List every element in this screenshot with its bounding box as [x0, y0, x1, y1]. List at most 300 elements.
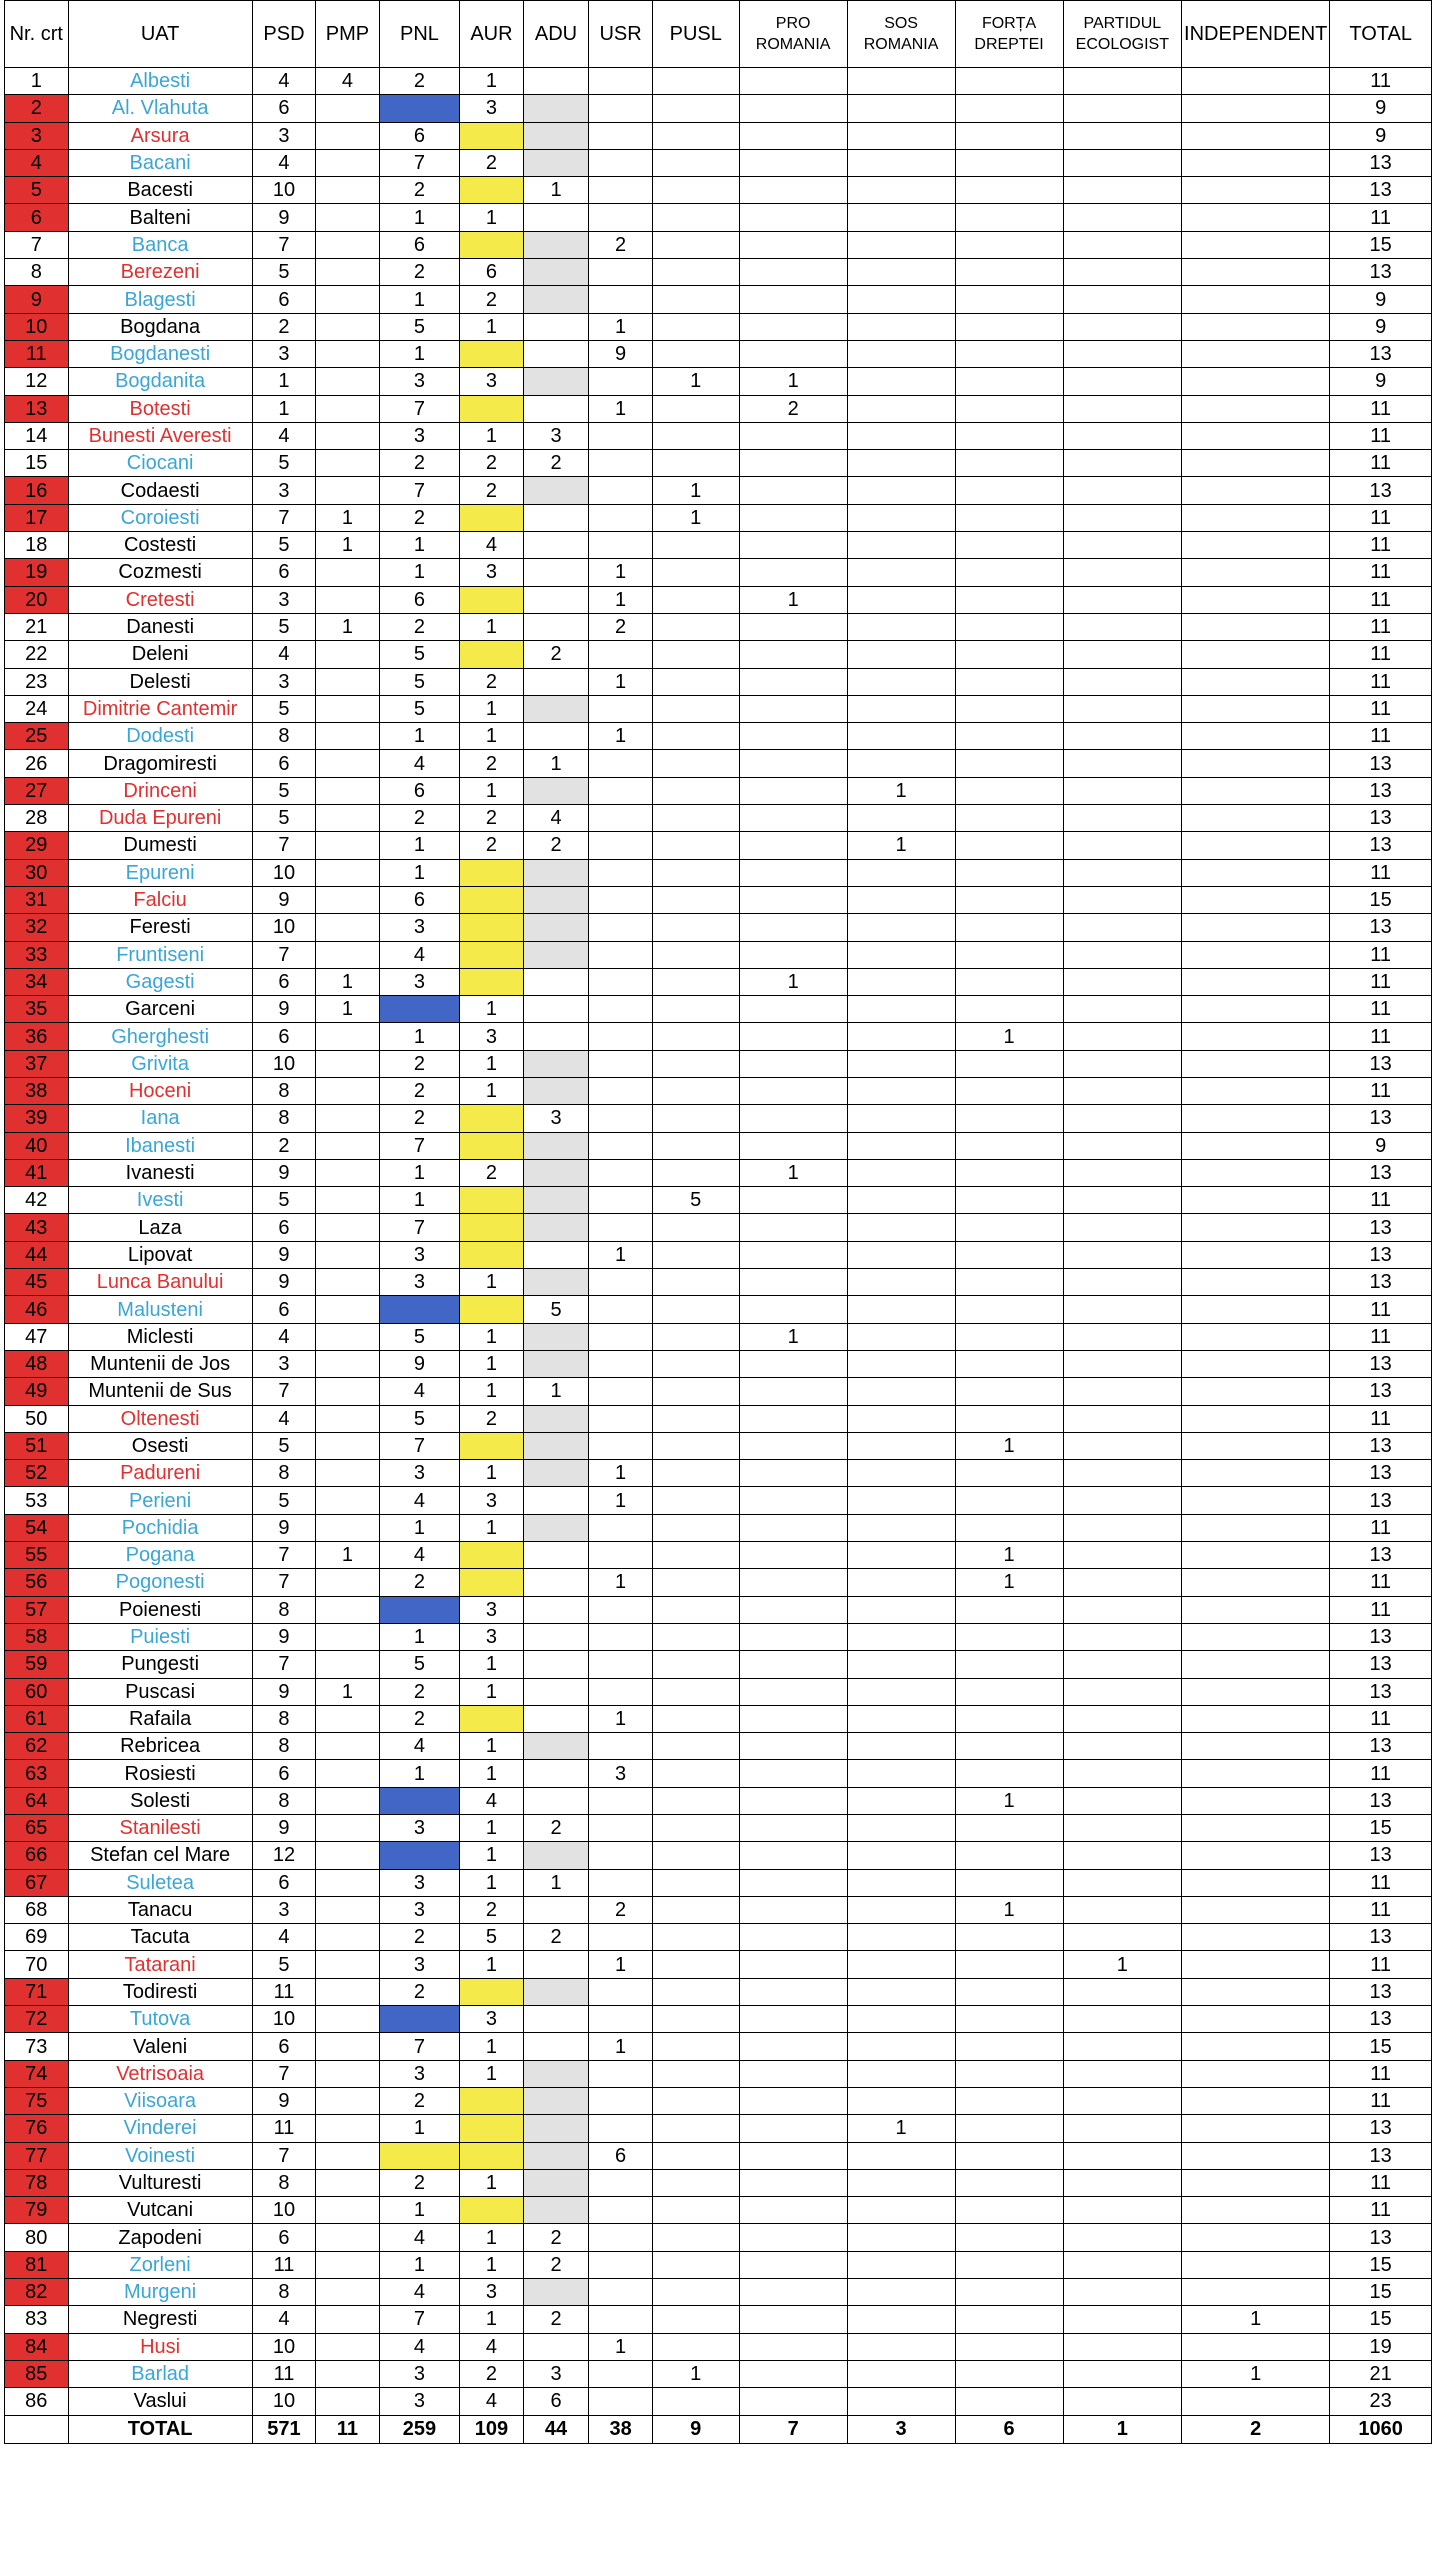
seats-usr	[589, 1132, 653, 1159]
seats-pusl	[652, 1924, 739, 1951]
seats-eco	[1063, 1596, 1182, 1623]
seats-adu	[523, 613, 589, 640]
seats-forta	[955, 1815, 1063, 1842]
uat-name: Negresti	[68, 2306, 252, 2333]
seats-sos	[847, 1978, 955, 2005]
seats-sos	[847, 1869, 955, 1896]
table-row	[5, 1705, 1432, 1732]
uat-name: Laza	[68, 1214, 252, 1241]
seats-forta	[955, 340, 1063, 367]
seats-pro	[739, 1978, 847, 2005]
seats-ind	[1182, 1269, 1330, 1296]
row-number: 3	[5, 122, 69, 149]
seats-usr	[589, 1077, 653, 1104]
seats-sos	[847, 68, 955, 95]
seats-adu	[523, 313, 589, 340]
seats-psd: 7	[252, 504, 316, 531]
seats-ind	[1182, 1896, 1330, 1923]
seats-aur: 5	[460, 1924, 524, 1951]
uat-name: Costesti	[68, 532, 252, 559]
table-row	[5, 641, 1432, 668]
seats-eco	[1063, 1705, 1182, 1732]
seats-adu: 1	[523, 1869, 589, 1896]
table-row	[5, 1733, 1432, 1760]
row-total: 11	[1330, 204, 1432, 231]
seats-psd: 11	[252, 2360, 316, 2387]
seats-aur: 3	[460, 368, 524, 395]
seats-eco	[1063, 1432, 1182, 1459]
seats-psd: 8	[252, 723, 316, 750]
seats-pro	[739, 2251, 847, 2278]
seats-ind	[1182, 559, 1330, 586]
row-number: 47	[5, 1323, 69, 1350]
seats-pusl	[652, 1815, 739, 1842]
seats-pmp	[316, 1241, 380, 1268]
seats-adu: 1	[523, 1378, 589, 1405]
seats-usr	[589, 477, 653, 504]
table-row	[5, 1678, 1432, 1705]
row-total: 11	[1330, 613, 1432, 640]
uat-name: Balteni	[68, 204, 252, 231]
seats-eco	[1063, 2224, 1182, 2251]
seats-pro	[739, 1815, 847, 1842]
seats-eco	[1063, 668, 1182, 695]
uat-name: Cretesti	[68, 586, 252, 613]
row-number: 19	[5, 559, 69, 586]
seats-pro	[739, 1460, 847, 1487]
row-number: 31	[5, 886, 69, 913]
row-total: 13	[1330, 1378, 1432, 1405]
seats-usr	[589, 1214, 653, 1241]
seats-pmp	[316, 1405, 380, 1432]
seats-aur: 1	[460, 723, 524, 750]
table-row	[5, 2087, 1432, 2114]
seats-ind	[1182, 450, 1330, 477]
table-row	[5, 2388, 1432, 2415]
seats-adu: 2	[523, 2306, 589, 2333]
seats-pmp	[316, 1569, 380, 1596]
seats-pmp	[316, 668, 380, 695]
seats-eco	[1063, 286, 1182, 313]
seats-adu	[523, 1432, 589, 1459]
seats-eco	[1063, 723, 1182, 750]
seats-pusl	[652, 1869, 739, 1896]
table-row	[5, 559, 1432, 586]
seats-adu	[523, 695, 589, 722]
seats-pro	[739, 122, 847, 149]
seats-adu	[523, 1023, 589, 1050]
row-total: 11	[1330, 1869, 1432, 1896]
seats-eco	[1063, 1105, 1182, 1132]
seats-pmp	[316, 1269, 380, 1296]
seats-pro	[739, 1432, 847, 1459]
seats-pmp	[316, 1077, 380, 1104]
row-number: 82	[5, 2279, 69, 2306]
table-row	[5, 340, 1432, 367]
seats-ind	[1182, 1023, 1330, 1050]
header-total: TOTAL	[1330, 1, 1432, 68]
seats-pnl: 6	[379, 777, 459, 804]
seats-eco	[1063, 1542, 1182, 1569]
seats-psd: 6	[252, 559, 316, 586]
seats-adu	[523, 204, 589, 231]
seats-ind	[1182, 1514, 1330, 1541]
totals-label: TOTAL	[68, 2415, 252, 2443]
seats-eco	[1063, 1269, 1182, 1296]
seats-pnl: 2	[379, 1105, 459, 1132]
header-uat: UAT	[68, 1, 252, 68]
seats-sos	[847, 750, 955, 777]
seats-usr	[589, 859, 653, 886]
seats-adu: 2	[523, 2224, 589, 2251]
seats-pmp	[316, 695, 380, 722]
seats-forta	[955, 122, 1063, 149]
seats-aur: 3	[460, 1487, 524, 1514]
seats-forta	[955, 450, 1063, 477]
seats-eco	[1063, 1296, 1182, 1323]
seats-pro	[739, 1214, 847, 1241]
seats-pusl	[652, 2224, 739, 2251]
seats-pnl: 3	[379, 1269, 459, 1296]
total-eco: 1	[1063, 2415, 1182, 2443]
seats-psd: 5	[252, 1187, 316, 1214]
seats-ind	[1182, 259, 1330, 286]
seats-pnl: 3	[379, 914, 459, 941]
seats-psd: 3	[252, 477, 316, 504]
seats-pmp	[316, 1760, 380, 1787]
seats-sos	[847, 1296, 955, 1323]
row-number: 70	[5, 1951, 69, 1978]
seats-sos	[847, 2197, 955, 2224]
header-row	[5, 1, 1432, 68]
table-row	[5, 2006, 1432, 2033]
seats-aur	[460, 395, 524, 422]
seats-adu	[523, 2197, 589, 2224]
seats-usr	[589, 2251, 653, 2278]
seats-sos	[847, 477, 955, 504]
seats-pro	[739, 504, 847, 531]
seats-eco	[1063, 2360, 1182, 2387]
row-total: 11	[1330, 1951, 1432, 1978]
seats-sos	[847, 941, 955, 968]
header-independent: INDEPENDENT	[1182, 1, 1330, 68]
seats-psd: 8	[252, 1460, 316, 1487]
seats-pmp	[316, 2224, 380, 2251]
header-adu: ADU	[523, 1, 589, 68]
seats-psd: 9	[252, 1159, 316, 1186]
seats-pro: 1	[739, 1159, 847, 1186]
seats-forta	[955, 368, 1063, 395]
seats-aur	[460, 1296, 524, 1323]
row-total: 13	[1330, 914, 1432, 941]
seats-pro	[739, 1596, 847, 1623]
uat-name: Iana	[68, 1105, 252, 1132]
seats-pmp: 1	[316, 532, 380, 559]
seats-pnl: 6	[379, 231, 459, 258]
seats-adu	[523, 1678, 589, 1705]
row-number: 64	[5, 1787, 69, 1814]
table-row	[5, 1432, 1432, 1459]
seats-usr: 1	[589, 1241, 653, 1268]
uat-name: Pochidia	[68, 1514, 252, 1541]
seats-usr	[589, 695, 653, 722]
seats-pmp	[316, 1460, 380, 1487]
row-number: 29	[5, 832, 69, 859]
table-row	[5, 2360, 1432, 2387]
table-row	[5, 1269, 1432, 1296]
seats-usr	[589, 95, 653, 122]
seats-pusl	[652, 95, 739, 122]
seats-eco	[1063, 968, 1182, 995]
seats-pro	[739, 1951, 847, 1978]
seats-usr: 2	[589, 613, 653, 640]
row-total: 11	[1330, 2087, 1432, 2114]
seats-pnl: 2	[379, 177, 459, 204]
seats-adu	[523, 1623, 589, 1650]
seats-eco	[1063, 2279, 1182, 2306]
seats-pnl: 4	[379, 2333, 459, 2360]
seats-pnl: 2	[379, 259, 459, 286]
uat-name: Blagesti	[68, 286, 252, 313]
seats-aur: 1	[460, 1733, 524, 1760]
seats-sos	[847, 2333, 955, 2360]
seats-adu	[523, 1077, 589, 1104]
seats-usr: 1	[589, 1705, 653, 1732]
seats-forta: 1	[955, 1787, 1063, 1814]
uat-name: Bunesti Averesti	[68, 422, 252, 449]
row-number: 46	[5, 1296, 69, 1323]
row-number: 84	[5, 2333, 69, 2360]
seats-adu	[523, 1733, 589, 1760]
row-total: 13	[1330, 750, 1432, 777]
seats-forta	[955, 613, 1063, 640]
seats-adu: 2	[523, 641, 589, 668]
table-row	[5, 968, 1432, 995]
seats-ind	[1182, 968, 1330, 995]
seats-aur: 2	[460, 2360, 524, 2387]
seats-pro	[739, 2169, 847, 2196]
row-total: 13	[1330, 1978, 1432, 2005]
seats-psd: 11	[252, 1978, 316, 2005]
seats-pmp	[316, 832, 380, 859]
seats-sos	[847, 1596, 955, 1623]
seats-forta	[955, 477, 1063, 504]
seats-usr	[589, 2279, 653, 2306]
seats-sos	[847, 2087, 955, 2114]
seats-sos	[847, 2224, 955, 2251]
seats-forta	[955, 886, 1063, 913]
row-total: 11	[1330, 1760, 1432, 1787]
uat-name: Bogdanesti	[68, 340, 252, 367]
seats-forta	[955, 259, 1063, 286]
seats-usr	[589, 996, 653, 1023]
row-total: 11	[1330, 1569, 1432, 1596]
seats-usr: 1	[589, 668, 653, 695]
seats-ind	[1182, 68, 1330, 95]
seats-pmp	[316, 859, 380, 886]
seats-eco	[1063, 340, 1182, 367]
seats-aur	[460, 1187, 524, 1214]
seats-adu: 2	[523, 2251, 589, 2278]
seats-adu: 2	[523, 1815, 589, 1842]
seats-psd: 5	[252, 695, 316, 722]
seats-aur: 1	[460, 68, 524, 95]
seats-ind	[1182, 2115, 1330, 2142]
seats-eco	[1063, 2115, 1182, 2142]
row-total: 13	[1330, 1432, 1432, 1459]
table-row	[5, 1105, 1432, 1132]
table-row	[5, 2169, 1432, 2196]
seats-pusl	[652, 1378, 739, 1405]
seats-sos	[847, 1760, 955, 1787]
seats-adu	[523, 886, 589, 913]
seats-pusl	[652, 1733, 739, 1760]
seats-forta	[955, 1296, 1063, 1323]
seats-aur: 1	[460, 2033, 524, 2060]
seats-pnl: 1	[379, 1623, 459, 1650]
seats-adu: 5	[523, 1296, 589, 1323]
row-number: 9	[5, 286, 69, 313]
seats-eco	[1063, 1787, 1182, 1814]
seats-pusl: 1	[652, 477, 739, 504]
seats-usr	[589, 204, 653, 231]
row-number: 23	[5, 668, 69, 695]
seats-aur: 1	[460, 1815, 524, 1842]
seats-psd: 2	[252, 313, 316, 340]
seats-forta	[955, 2006, 1063, 2033]
seats-usr	[589, 832, 653, 859]
seats-sos	[847, 122, 955, 149]
seats-pmp	[316, 259, 380, 286]
seats-eco	[1063, 1023, 1182, 1050]
row-total: 13	[1330, 805, 1432, 832]
table-row	[5, 1651, 1432, 1678]
seats-pnl: 5	[379, 1323, 459, 1350]
seats-forta	[955, 586, 1063, 613]
total-aur: 109	[460, 2415, 524, 2443]
seats-psd: 3	[252, 1896, 316, 1923]
seats-eco	[1063, 204, 1182, 231]
seats-pnl: 5	[379, 313, 459, 340]
row-total: 13	[1330, 2224, 1432, 2251]
table-row	[5, 2306, 1432, 2333]
seats-forta	[955, 532, 1063, 559]
seats-adu: 4	[523, 805, 589, 832]
seats-ind	[1182, 1105, 1330, 1132]
seats-pusl	[652, 1678, 739, 1705]
seats-pro	[739, 2033, 847, 2060]
table-row	[5, 395, 1432, 422]
seats-adu	[523, 68, 589, 95]
seats-psd: 6	[252, 1869, 316, 1896]
seats-pmp	[316, 204, 380, 231]
row-total: 11	[1330, 941, 1432, 968]
seats-pnl: 1	[379, 2251, 459, 2278]
table-row	[5, 231, 1432, 258]
seats-psd: 6	[252, 1214, 316, 1241]
row-total: 15	[1330, 886, 1432, 913]
seats-sos	[847, 1924, 955, 1951]
seats-sos	[847, 368, 955, 395]
seats-pusl	[652, 340, 739, 367]
uat-name: Perieni	[68, 1487, 252, 1514]
seats-eco	[1063, 996, 1182, 1023]
table-row	[5, 668, 1432, 695]
seats-sos	[847, 2279, 955, 2306]
seats-forta	[955, 641, 1063, 668]
seats-aur	[460, 586, 524, 613]
seats-psd: 3	[252, 122, 316, 149]
header-pnl: PNL	[379, 1, 459, 68]
seats-pusl	[652, 2388, 739, 2415]
seats-pusl	[652, 1077, 739, 1104]
seats-forta	[955, 668, 1063, 695]
seats-adu	[523, 532, 589, 559]
seats-pnl: 6	[379, 586, 459, 613]
seats-forta	[955, 395, 1063, 422]
seats-pusl	[652, 2251, 739, 2278]
seats-ind	[1182, 1323, 1330, 1350]
seats-pro	[739, 886, 847, 913]
seats-pro	[739, 231, 847, 258]
seats-pro	[739, 559, 847, 586]
seats-aur	[460, 231, 524, 258]
row-total: 13	[1330, 1269, 1432, 1296]
uat-name: Vulturesti	[68, 2169, 252, 2196]
row-number: 15	[5, 450, 69, 477]
row-total: 13	[1330, 149, 1432, 176]
row-number: 27	[5, 777, 69, 804]
seats-adu	[523, 1978, 589, 2005]
row-total: 15	[1330, 2306, 1432, 2333]
seats-usr	[589, 1378, 653, 1405]
seats-forta	[955, 1623, 1063, 1650]
table-row	[5, 2197, 1432, 2224]
seats-ind	[1182, 1733, 1330, 1760]
seats-forta	[955, 422, 1063, 449]
uat-name: Falciu	[68, 886, 252, 913]
row-total: 9	[1330, 95, 1432, 122]
seats-pusl	[652, 832, 739, 859]
seats-ind	[1182, 149, 1330, 176]
seats-forta	[955, 2142, 1063, 2169]
row-number: 17	[5, 504, 69, 531]
seats-pusl	[652, 1514, 739, 1541]
row-number: 2	[5, 95, 69, 122]
seats-sos	[847, 422, 955, 449]
row-number: 81	[5, 2251, 69, 2278]
uat-name: Coroiesti	[68, 504, 252, 531]
seats-pusl	[652, 941, 739, 968]
seats-eco	[1063, 1187, 1182, 1214]
seats-forta	[955, 1405, 1063, 1432]
seats-pusl	[652, 559, 739, 586]
seats-forta	[955, 1705, 1063, 1732]
grand-total: 1060	[1330, 2415, 1432, 2443]
seats-aur	[460, 340, 524, 367]
seats-ind	[1182, 1405, 1330, 1432]
table-row	[5, 504, 1432, 531]
seats-pusl	[652, 1596, 739, 1623]
seats-eco	[1063, 1815, 1182, 1842]
seats-psd: 10	[252, 1050, 316, 1077]
seats-aur	[460, 2142, 524, 2169]
seats-ind	[1182, 2033, 1330, 2060]
seats-sos: 1	[847, 777, 955, 804]
seats-pusl	[652, 914, 739, 941]
seats-psd: 4	[252, 2306, 316, 2333]
seats-pnl: 3	[379, 1896, 459, 1923]
